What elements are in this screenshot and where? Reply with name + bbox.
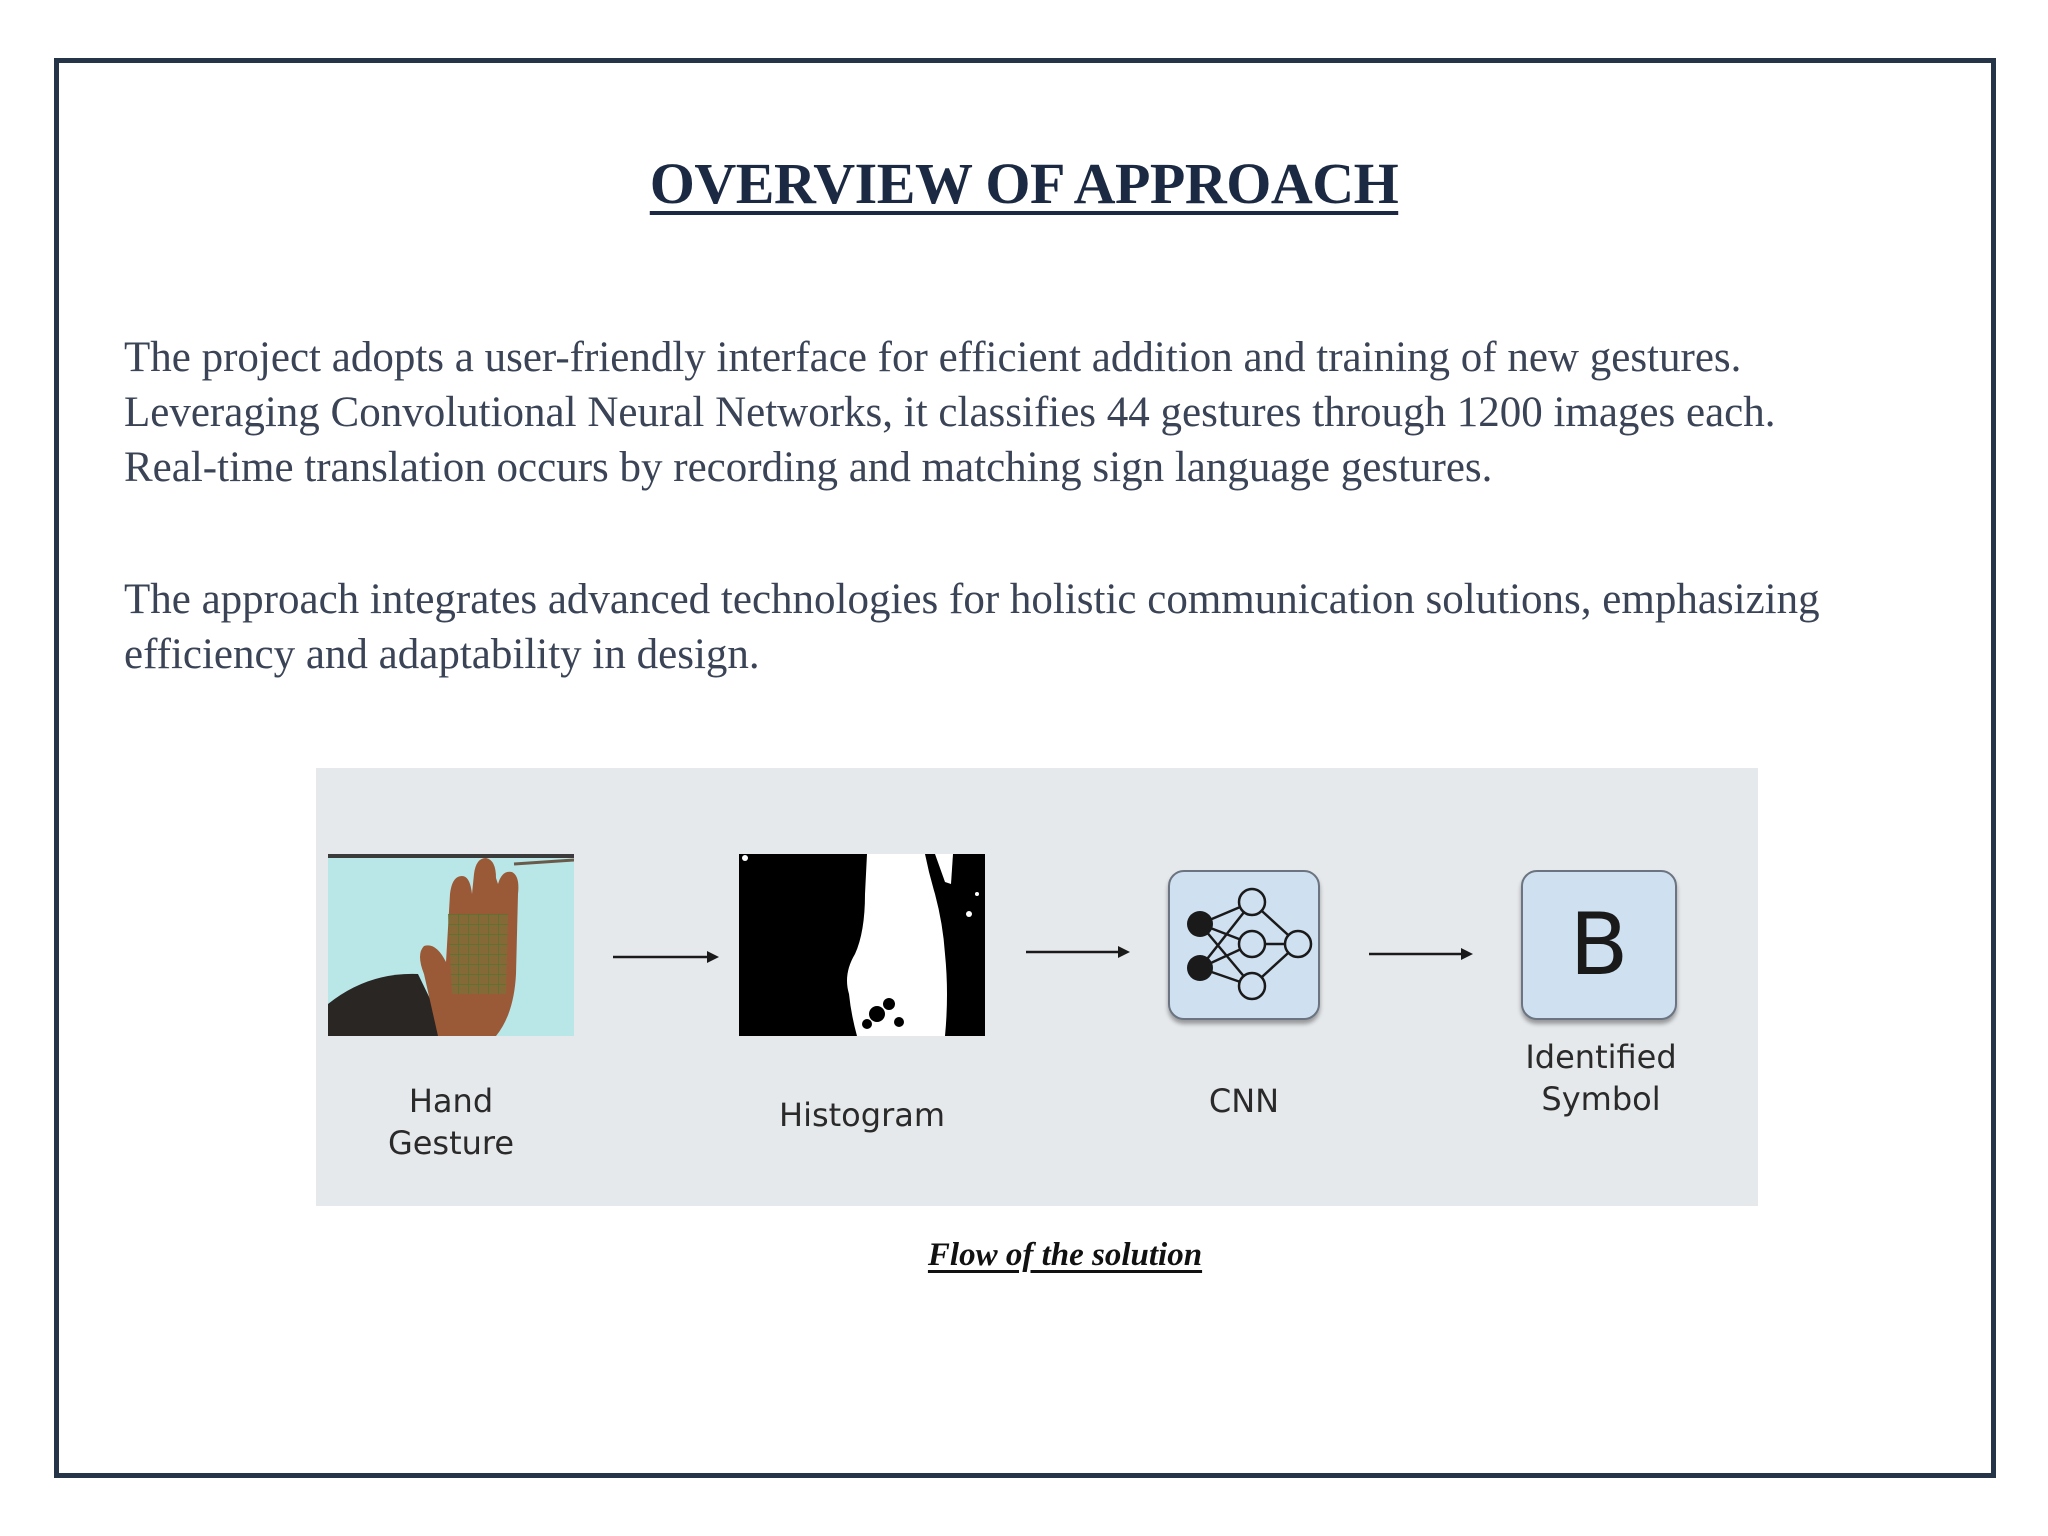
step-label-line: Histogram bbox=[779, 1096, 945, 1134]
step-label-histogram bbox=[762, 1094, 962, 1136]
body-paragraph-2 bbox=[124, 572, 1974, 682]
arrow-right-icon bbox=[1026, 945, 1130, 959]
step-label-line: Gesture bbox=[387, 1124, 515, 1162]
step-label-line: Symbol bbox=[1541, 1080, 1661, 1118]
paragraph-line: Real-time translation occurs by recording and matching sign language gestures. bbox=[124, 444, 1493, 491]
hand-gesture-photo bbox=[328, 854, 574, 1036]
paragraph-line: The project adopts a user-friendly interface for efficient addition and training of new gestures. bbox=[124, 334, 1742, 381]
cnn-box bbox=[1168, 870, 1320, 1020]
paragraph-line: Leveraging Convolutional Neural Networks, it classifies 44 gestures through 1200 images each. bbox=[124, 389, 1776, 436]
figure-caption: Flow of the solution bbox=[927, 1237, 1203, 1273]
step-label-hand-gesture bbox=[356, 1080, 546, 1164]
step-label-identified-symbol bbox=[1496, 1036, 1706, 1120]
step-label-line: CNN bbox=[1208, 1082, 1280, 1120]
body-paragraph-1 bbox=[124, 330, 1974, 495]
page-title: OVERVIEW OF APPROACH bbox=[649, 151, 1399, 216]
paragraph-line: The approach integrates advanced technologies for holistic communication solutions, emphasizing bbox=[124, 576, 1820, 623]
arrow-right-icon bbox=[613, 950, 719, 964]
step-label-line: Identified bbox=[1525, 1038, 1677, 1076]
step-label-cnn bbox=[1176, 1080, 1312, 1122]
arrow-right-icon bbox=[1369, 947, 1473, 961]
paragraph-line: efficiency and adaptability in design. bbox=[124, 631, 760, 678]
histogram-mask-image bbox=[739, 854, 985, 1036]
neural-network-icon bbox=[1170, 872, 1318, 1018]
solution-flow-diagram bbox=[316, 768, 1758, 1206]
step-label-line: Hand bbox=[408, 1082, 494, 1120]
identified-symbol-box: B bbox=[1521, 870, 1677, 1020]
